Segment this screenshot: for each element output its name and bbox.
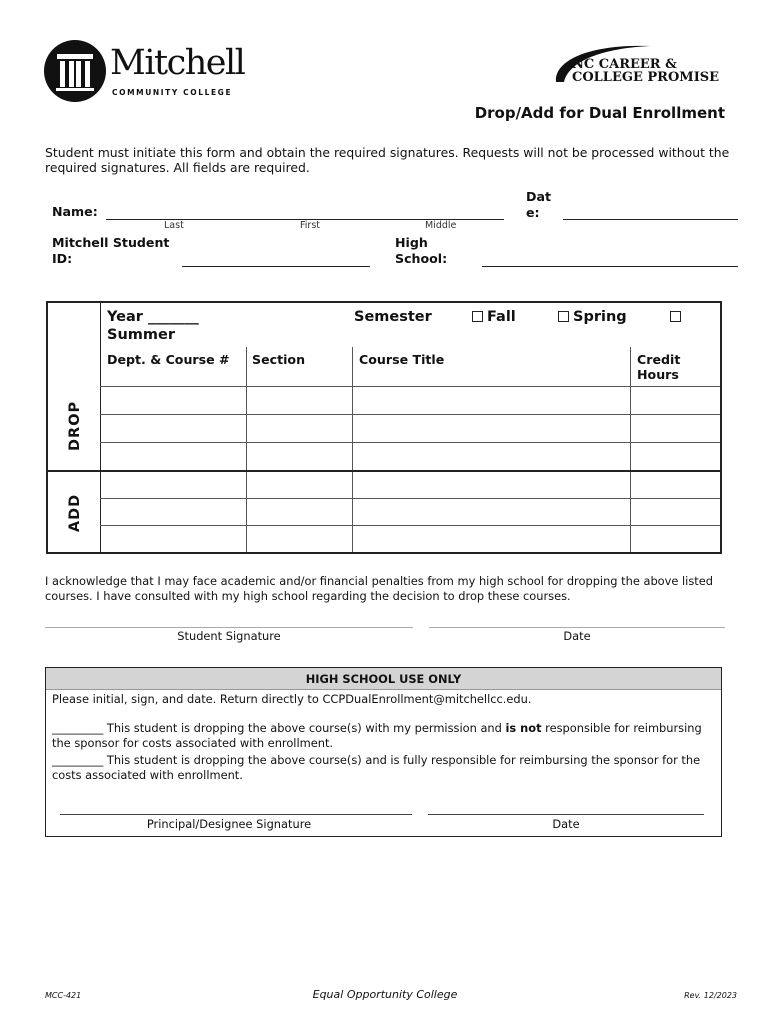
high-school-label-part1: High xyxy=(395,235,428,250)
high-school-use-box xyxy=(45,667,722,837)
student-signature-date-field[interactable] xyxy=(429,627,725,628)
checkbox-icon xyxy=(670,311,681,322)
spring-label: Spring xyxy=(573,309,627,325)
option1-text-end: responsible for reimbursing the sponsor for costs associated with enrollment. xyxy=(52,721,702,750)
drop-row-3-section-cell[interactable] xyxy=(247,443,352,470)
principal-date-label: Date xyxy=(552,817,580,831)
mitchell-wordmark: Mitchell xyxy=(110,43,245,83)
column-header-course-title: Course Title xyxy=(359,352,445,367)
acknowledgement-text: I acknowledge that I may face academic and/or financial penalties from my high school for dropping the above listed courses. I have consulted with my high school regarding the decision to drop these courses. xyxy=(45,574,713,603)
first-name-hint: First xyxy=(300,220,320,231)
column-header-hours: Hours xyxy=(637,367,679,382)
high-school-label-part2: School: xyxy=(395,251,448,266)
spring-checkbox[interactable] xyxy=(558,308,627,326)
drop-row-3-title-cell[interactable] xyxy=(353,443,630,470)
fall-checkbox[interactable] xyxy=(472,308,516,326)
student-date-label: Date xyxy=(563,629,591,643)
add-row-1-dept-course-cell[interactable] xyxy=(101,472,246,498)
year-label: Year _______ xyxy=(107,309,199,325)
add-row-3-dept-course-cell[interactable] xyxy=(101,526,246,552)
high-school-field[interactable] xyxy=(482,266,738,267)
principal-signature-field[interactable] xyxy=(60,814,412,815)
column-header-credit: Credit xyxy=(637,352,681,367)
date-label-part2: e: xyxy=(526,205,540,220)
add-row-3-credit-cell[interactable] xyxy=(631,526,720,552)
add-row-1-section-cell[interactable] xyxy=(247,472,352,498)
mitchell-logo xyxy=(44,40,244,104)
mitchell-subtitle: COMMUNITY COLLEGE xyxy=(112,88,233,97)
nc-logo-line1: NC CAREER & xyxy=(572,57,677,72)
drop-row-2-dept-course-cell[interactable] xyxy=(101,415,246,442)
high-school-use-header: HIGH SCHOOL USE ONLY xyxy=(46,668,721,690)
add-row-1-credit-cell[interactable] xyxy=(631,472,720,498)
middle-name-hint: Middle xyxy=(425,220,457,231)
form-title: Drop/Add for Dual Enrollment xyxy=(474,104,725,122)
nc-career-college-promise-logo xyxy=(550,42,730,92)
drop-row-1-credit-cell[interactable] xyxy=(631,387,720,414)
checkbox-icon xyxy=(472,311,483,322)
add-row-2-dept-course-cell[interactable] xyxy=(101,499,246,525)
student-signature-field[interactable] xyxy=(45,627,413,628)
course-table xyxy=(46,301,722,554)
add-section-label: ADD xyxy=(67,493,83,533)
date-field[interactable] xyxy=(563,219,738,220)
last-name-hint: Last xyxy=(164,220,184,231)
form-code: MCC-421 xyxy=(45,991,82,1000)
student-id-label-part1: Mitchell Student xyxy=(52,235,170,250)
high-school-instructions: Please initial, sign, and date. Return directly to CCPDualEnrollment@mitchellcc.edu. xyxy=(52,692,532,706)
drop-row-1-section-cell[interactable] xyxy=(247,387,352,414)
add-row-2-title-cell[interactable] xyxy=(353,499,630,525)
drop-row-2-section-cell[interactable] xyxy=(247,415,352,442)
date-label-part1: Dat xyxy=(526,189,551,204)
drop-row-1-title-cell[interactable] xyxy=(353,387,630,414)
principal-date-field[interactable] xyxy=(428,814,704,815)
column-header-section: Section xyxy=(252,352,306,367)
name-label: Name: xyxy=(52,204,98,219)
footer-equal-opportunity: Equal Opportunity College xyxy=(312,988,458,1001)
drop-row-1-dept-course-cell[interactable] xyxy=(101,387,246,414)
fall-label: Fall xyxy=(487,309,516,325)
drop-row-3-credit-cell[interactable] xyxy=(631,443,720,470)
checkbox-icon xyxy=(558,311,569,322)
column-header-dept-course: Dept. & Course # xyxy=(107,352,230,367)
option1-bold-text: is not xyxy=(505,721,542,735)
intro-text: Student must initiate this form and obtain the required signatures. Requests will not be processed without the required signatures. All fields are required. xyxy=(45,145,730,175)
option-fully-responsible[interactable]: _________ This student is dropping the above course(s) and is fully responsible for reimbursing the sponsor for the costs associated with enrollment. xyxy=(52,753,701,782)
add-row-3-title-cell[interactable] xyxy=(353,526,630,552)
drop-row-2-credit-cell[interactable] xyxy=(631,415,720,442)
columns-emblem-icon xyxy=(44,40,106,102)
nc-logo-line2: COLLEGE PROMISE xyxy=(572,70,720,85)
option-not-responsible[interactable] xyxy=(52,721,716,751)
summer-checkbox[interactable] xyxy=(670,308,685,326)
add-row-1-title-cell[interactable] xyxy=(353,472,630,498)
student-id-label-part2: ID: xyxy=(52,251,73,266)
add-row-3-section-cell[interactable] xyxy=(247,526,352,552)
option1-text-start: _________ This student is dropping the above course(s) with my permission and xyxy=(52,721,506,735)
student-signature-label: Student Signature xyxy=(177,629,281,643)
drop-row-2-title-cell[interactable] xyxy=(353,415,630,442)
add-row-2-section-cell[interactable] xyxy=(247,499,352,525)
student-id-field[interactable] xyxy=(182,266,370,267)
summer-label: Summer xyxy=(107,327,175,343)
drop-row-3-dept-course-cell[interactable] xyxy=(101,443,246,470)
revision-date: Rev. 12/2023 xyxy=(684,991,737,1000)
semester-label: Semester xyxy=(354,309,432,325)
principal-signature-label: Principal/Designee Signature xyxy=(146,817,312,831)
drop-section-label: DROP xyxy=(67,400,83,451)
add-row-2-credit-cell[interactable] xyxy=(631,499,720,525)
